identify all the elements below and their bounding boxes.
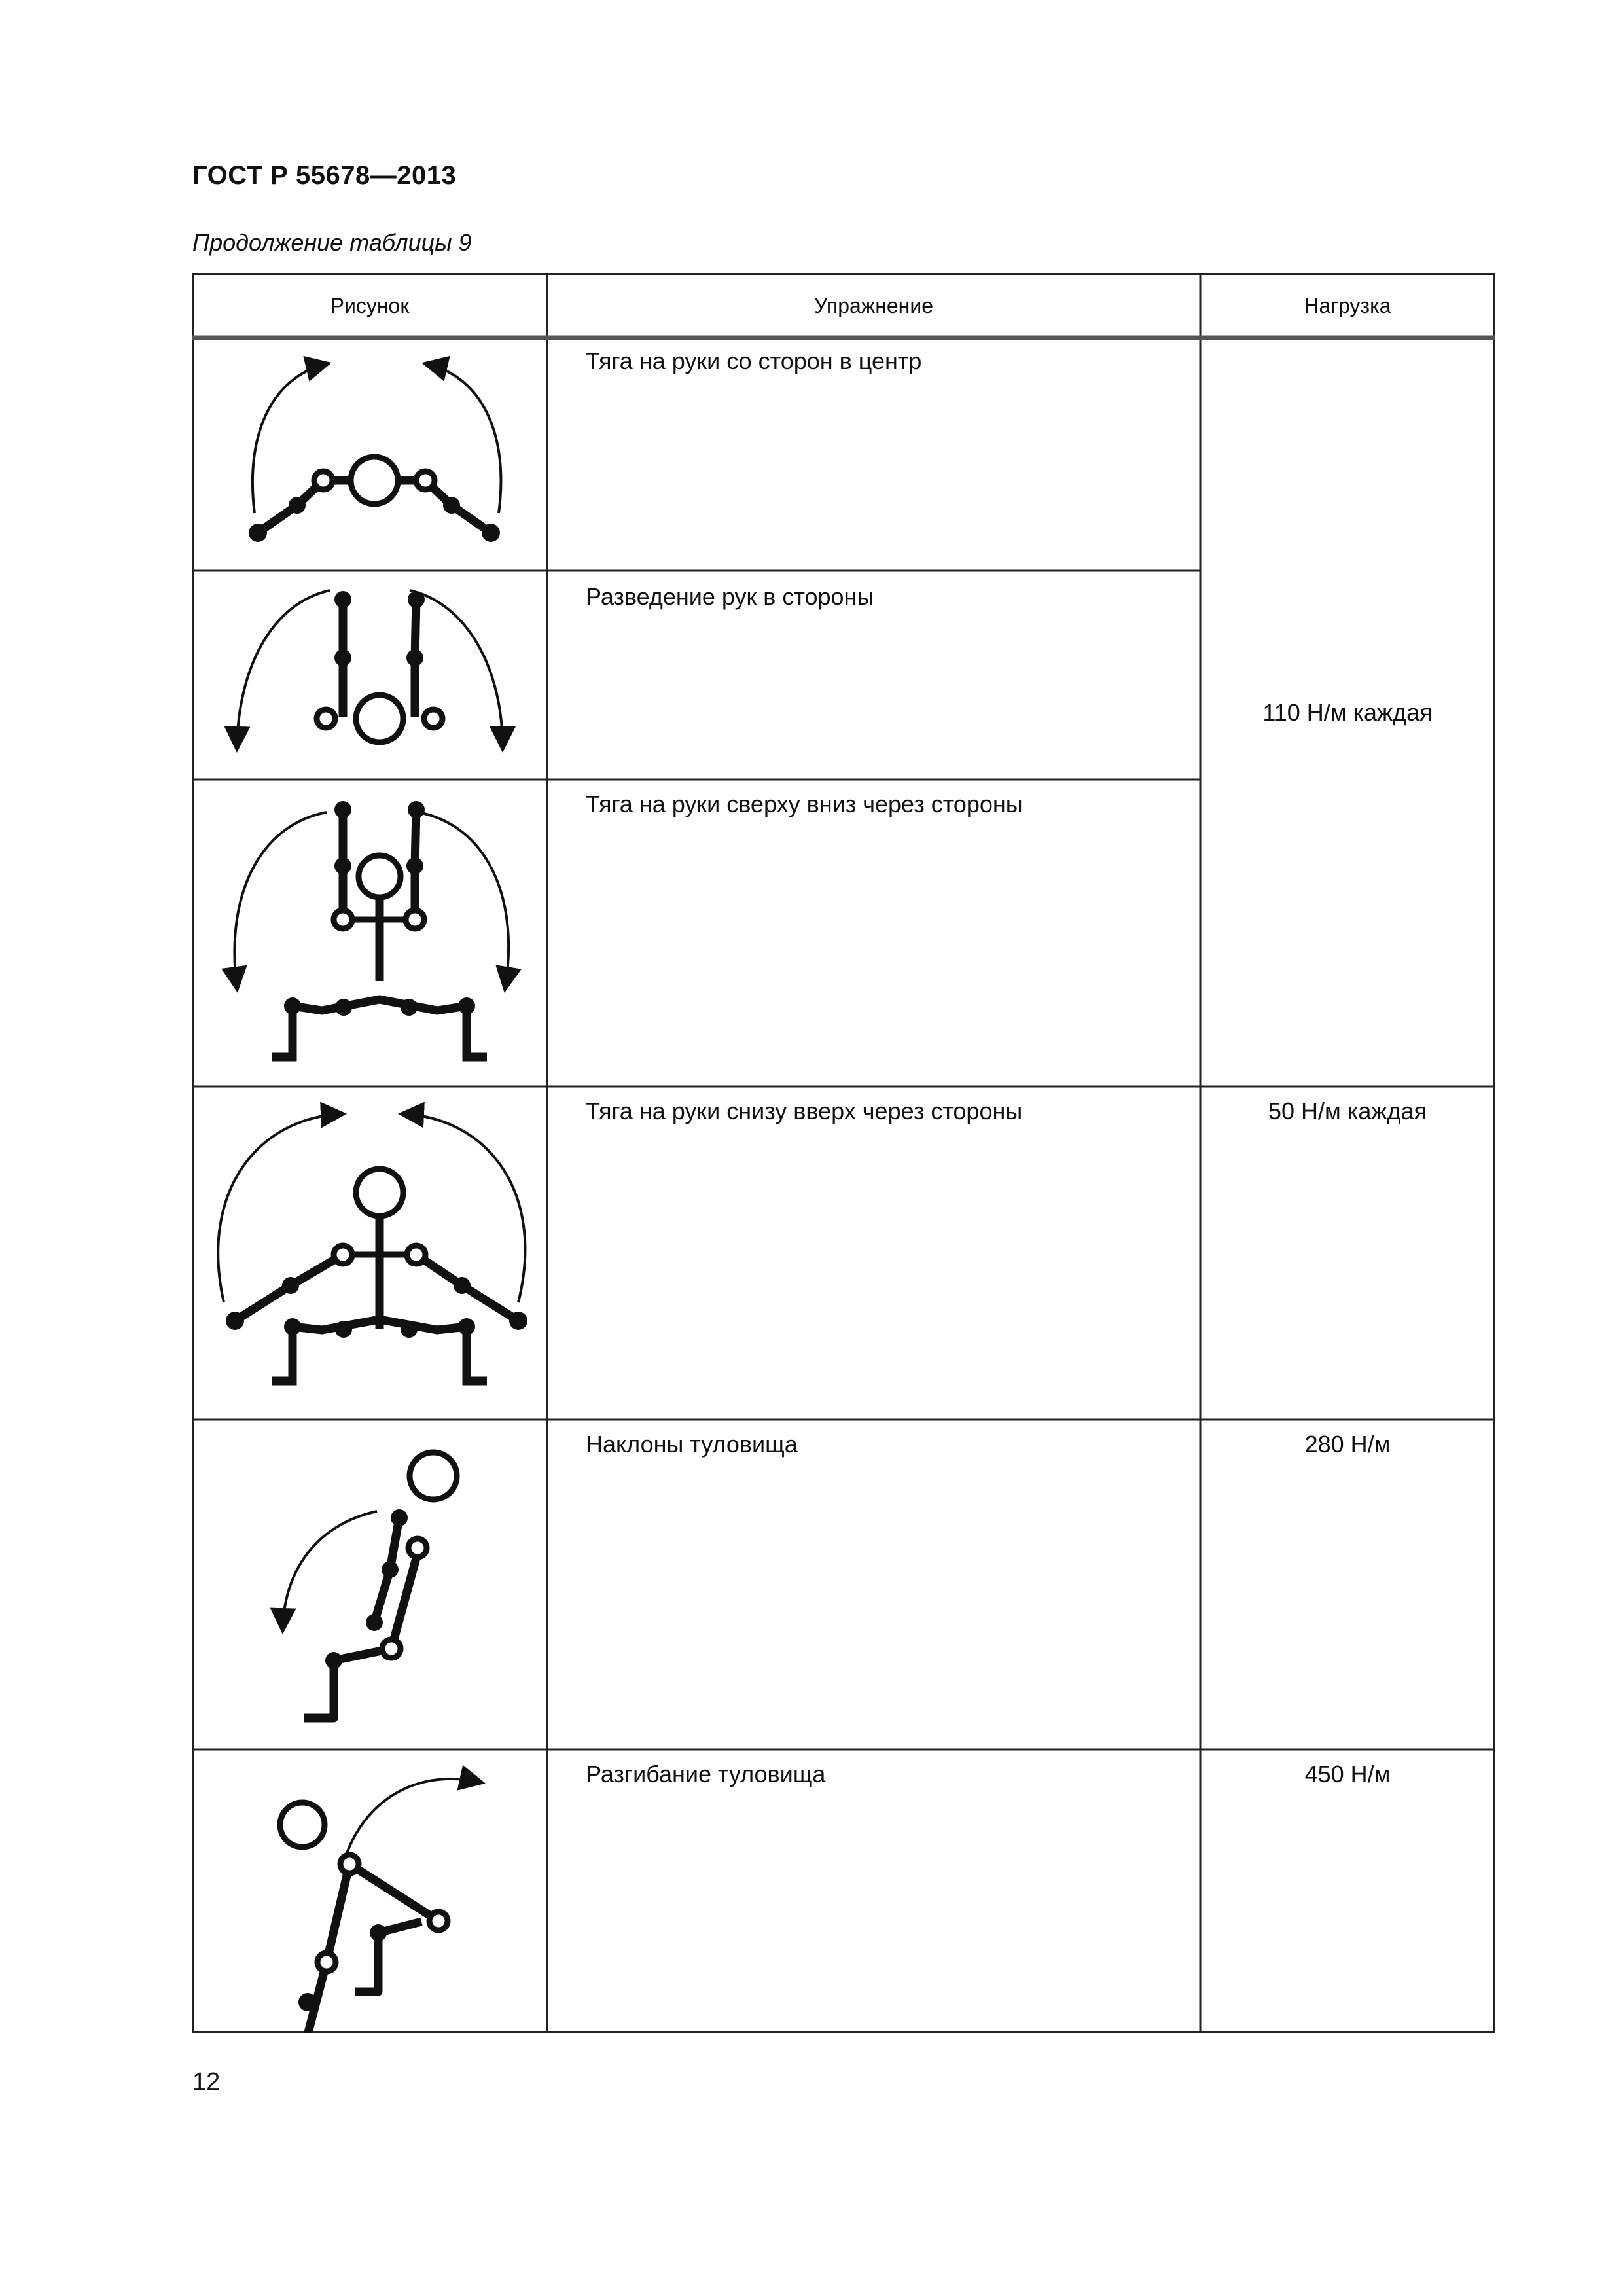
document-code: ГОСТ Р 55678—2013 bbox=[192, 161, 457, 190]
load-value: 110 Н/м каждая bbox=[1262, 699, 1433, 726]
table-caption: Продолжение таблицы 9 bbox=[192, 229, 472, 256]
arms-top-down-figure bbox=[192, 780, 547, 1086]
exercise-table bbox=[192, 273, 1495, 2033]
exercise-name: Наклоны туловища bbox=[586, 1431, 798, 1458]
arms-spread-figure bbox=[192, 571, 547, 780]
exercise-name: Тяга на руки сверху вниз через стороны bbox=[586, 791, 1023, 817]
exercise-name: Тяга на руки снизу вверх через стороны bbox=[586, 1098, 1023, 1124]
exercise-name: Разгибание туловища bbox=[586, 1761, 826, 1787]
column-header-load: Нагрузка bbox=[1304, 294, 1391, 317]
column-header-exercise: Упражнение bbox=[813, 294, 934, 317]
page-number: 12 bbox=[192, 2068, 221, 2096]
exercise-name: Разведение рук в стороны bbox=[586, 583, 874, 610]
load-value: 50 Н/м каждая bbox=[1268, 1098, 1427, 1124]
torso-extension-figure bbox=[192, 1749, 547, 2033]
exercise-name: Тяга на руки со сторон в центр bbox=[586, 348, 922, 374]
column-header-figure: Рисунок bbox=[330, 294, 410, 317]
load-value: 450 Н/м bbox=[1304, 1761, 1391, 1787]
load-value: 280 Н/м bbox=[1304, 1431, 1391, 1458]
torso-bend-figure bbox=[192, 1420, 547, 1749]
arms-bottom-up-figure bbox=[192, 1086, 547, 1420]
arms-sides-to-center-figure bbox=[192, 338, 547, 571]
